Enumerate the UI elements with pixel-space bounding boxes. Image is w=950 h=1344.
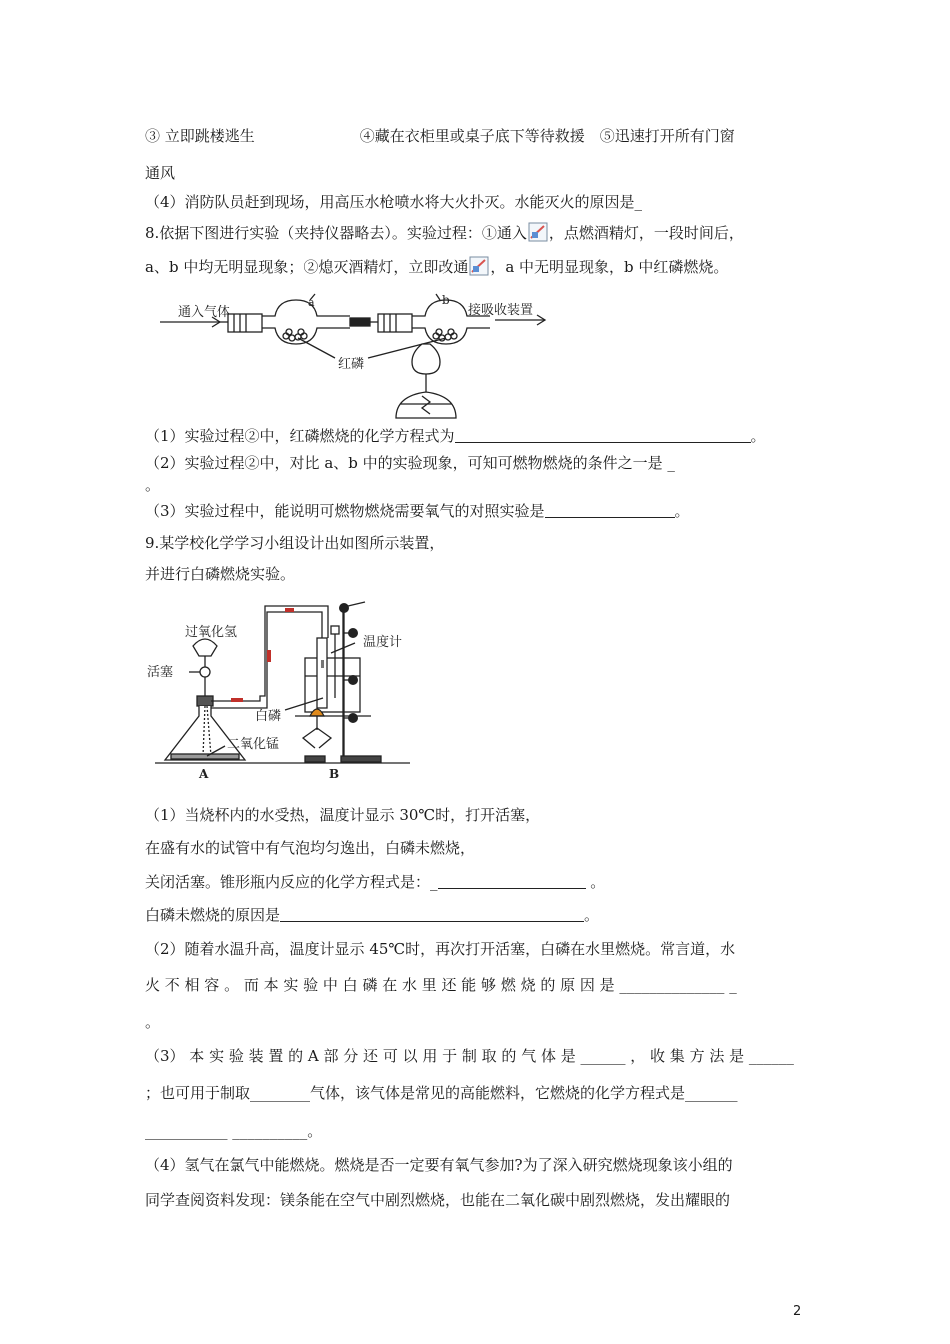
answer-blank[interactable] <box>280 907 584 922</box>
page-number: 2 <box>793 1304 802 1319</box>
fig2-mno2-label: 二氧化锰 <box>227 737 280 752</box>
fig1-label-b: b <box>442 293 450 307</box>
fig2-label-A: A <box>199 767 209 780</box>
answer-blank[interactable] <box>455 428 751 443</box>
question-8-intro: 8.依据下图进行实验（夹持仪器略去）。实验过程：①通入 ，点燃酒精灯，一段时间后， <box>145 224 744 242</box>
question-9-1: （1）当烧杯内的水受热，温度计显示 30℃时，打开活塞， <box>145 806 541 824</box>
question-9-4: （4）氢气在氯气中能燃烧。燃烧是否一定要有氧气参加?为了深入研究燃烧现象该小组的 <box>145 1156 733 1174</box>
answer-blank[interactable] <box>438 874 586 889</box>
question-9-4-cont: 同学查阅资料发现：镁条能在空气中剧烈燃烧，也能在二氧化碳中剧烈燃烧，发出耀眼的 <box>145 1191 731 1209</box>
question-9-3: （3） 本 实 验 装 置 的 A 部 分 还 可 以 用 于 制 取 的 气 体 是 ______ ， 收 集 方 法 是 ______ <box>145 1047 794 1065</box>
option-line-continued: 通风 <box>145 164 176 182</box>
option-line-3-5: ③ 立即跳楼逃生 ④藏在衣柜里或桌子底下等待救援 ⑤迅速打开所有门窗 <box>145 127 735 145</box>
gas-image-icon <box>528 222 548 242</box>
fig1-phosphorus-label: 红磷 <box>338 357 365 372</box>
question-9-3-cont: ；也可用于制取________气体，该气体是常见的高能燃料，它燃烧的化学方程式是_______ <box>145 1084 738 1102</box>
fig2-h2o2-label: 过氧化氢 <box>185 625 238 640</box>
question-9-2-end: 。 <box>145 1013 161 1031</box>
fig2-label-B: B <box>329 767 340 780</box>
question-9-intro-2: 并进行白磷燃烧实验。 <box>145 565 296 583</box>
question-8-intro-2: a、b 中均无明显现象；②熄灭酒精灯，立即改通 ，a 中无明显现象，b 中红磷燃烧。 <box>145 258 729 276</box>
figure-white-phosphorus-apparatus <box>145 598 415 780</box>
question-9-1-reason: 白磷未燃烧的原因是 。 <box>145 906 600 924</box>
fig2-white-phosphorus-label: 白磷 <box>255 709 282 724</box>
question-9-1-cont: 在盛有水的试管中有气泡均匀逸出，白磷未燃烧， <box>145 839 476 857</box>
figure-red-phosphorus-apparatus <box>150 292 570 422</box>
answer-blank[interactable] <box>545 503 675 518</box>
question-8-1: （1）实验过程②中，红磷燃烧的化学方程式为 。 <box>145 427 766 445</box>
fig2-thermometer-label: 温度计 <box>363 635 403 650</box>
fig1-inlet-label: 通入气体 <box>178 305 231 320</box>
question-8-3: （3）实验过程中，能说明可燃物燃烧需要氧气的对照实验是 。 <box>145 502 690 520</box>
question-9-2-cont: 火 不 相 容 。 而 本 实 验 中 白 磷 在 水 里 还 能 够 燃 烧 的 原 因 是 ______________ _ <box>145 976 737 994</box>
question-7-4: （4）消防队员赶到现场，用高压水枪喷水将大火扑灭。水能灭火的原因是_ <box>145 193 643 211</box>
gas-image-icon <box>469 256 489 276</box>
question-8-2: （2）实验过程②中，对比 a、b 中的实验现象，可知可燃物燃烧的条件之一是 _ <box>145 454 675 472</box>
question-8-2-end: 。 <box>145 476 161 494</box>
fig1-outlet-label: 接吸收装置 <box>468 303 534 318</box>
fig1-label-a: a <box>308 296 315 309</box>
question-9-1-equation: 关闭活塞。锥形瓶内反应的化学方程式是：_ 。 <box>145 873 606 891</box>
question-9-3-end: ___________ __________。 <box>145 1122 323 1140</box>
question-9-2: （2）随着水温升高，温度计显示 45℃时，再次打开活塞，白磷在水里燃烧。常言道，水 <box>145 940 736 958</box>
fig2-stopcock-label: 活塞 <box>147 665 174 680</box>
question-9-intro: 9.某学校化学学习小组设计出如图所示装置， <box>145 534 445 552</box>
